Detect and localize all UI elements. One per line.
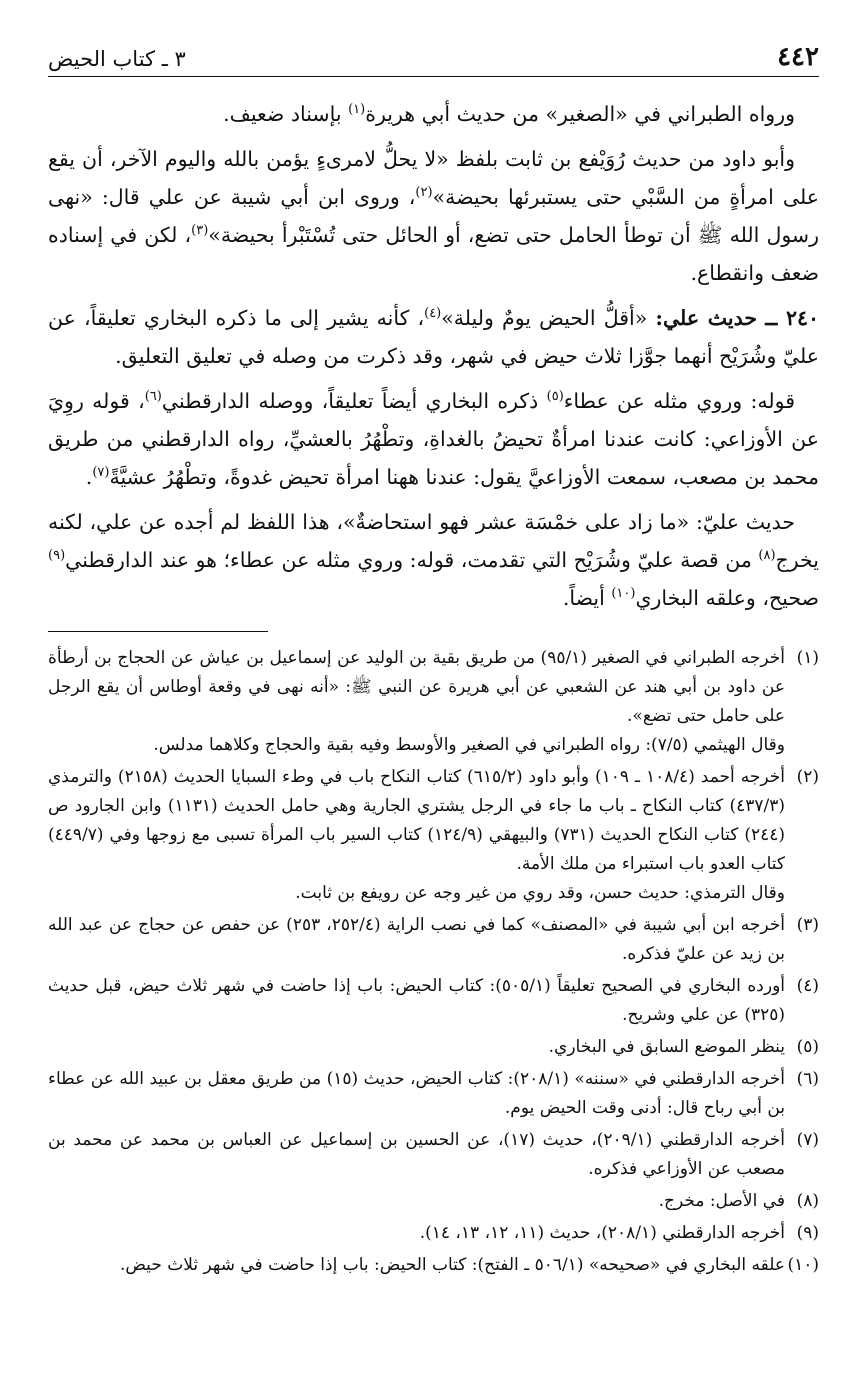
text-run: أيضاً. xyxy=(562,586,612,610)
footnote-ref-3: (٣) xyxy=(191,223,209,239)
text-run: بإسناد ضعيف. xyxy=(223,102,349,126)
text-run: من قصة عليّ وشُرَيْح التي تقدمت، قوله: وروي مثله عن عطاء؛ هو عند الدارقطني xyxy=(65,548,759,572)
footnote-ref-7: (٧) xyxy=(92,465,110,481)
footnotes xyxy=(48,644,819,1280)
footnote-text: ينظر الموضع السابق في البخاري. xyxy=(548,1037,785,1057)
footnote-number: (١٠) xyxy=(787,1255,819,1275)
paragraph-3-hadith-240 xyxy=(48,299,819,375)
footnote-number: (٦) xyxy=(796,1069,819,1089)
footnote xyxy=(48,1126,819,1184)
footnote xyxy=(48,972,819,1030)
footnote-number: (٥) xyxy=(796,1037,819,1057)
footnote xyxy=(48,1065,819,1123)
text-run: صحيح، وعلقه البخاري xyxy=(635,586,819,610)
footnote-text: علقه البخاري في «صحيحه» (٥٠٦/١ ـ الفتح): كتاب الحيض: باب إذا حاضت في شهر ثلاث حيض. xyxy=(119,1255,785,1275)
paragraph-1 xyxy=(48,95,819,133)
footnote-number: (٢) xyxy=(796,767,819,787)
footnote-extra: وقال الهيثمي (٧/٥): رواه الطبراني في الصغير والأوسط وفيه بقية والحجاج وكلاهما مدلس. xyxy=(153,735,785,755)
paragraph-5 xyxy=(48,503,819,617)
footnote-ref-1: (١) xyxy=(348,102,366,118)
footnote xyxy=(48,911,819,969)
footnote-text: في الأصل: مخرج. xyxy=(658,1191,785,1211)
footnote xyxy=(48,1251,819,1280)
text-run: ، لكن في إسناده ضعف وانقطاع. xyxy=(48,223,819,285)
footnote-text xyxy=(48,763,785,908)
main-text xyxy=(48,95,819,617)
text-run: «أقلُّ الحيض يومٌ وليلة» xyxy=(441,306,656,330)
footnote-body: أخرجه أحمد (١٠٨/٤ ـ ١٠٩) وأبو داود (٦١٥/٢) كتاب النكاح باب في وطء السبايا الحديث (٢١٥٨) والترمذي (٤٣٧/٣) كتاب النكاح ـ باب ما جاء في الرجل يشتري الجارية وهي حامل الحديث (١١٣١) وابن الجارود ص (٢٤٤) كتاب النكاح الحديث (٧٣١) والبيهقي (١٢٤/٩) كتاب السير باب المرأة تسبى مع زوجها وفي (٤٤٩/٧) كتاب العدو باب استبراء من ملك الأمة. xyxy=(48,767,785,874)
footnote-extra: وقال الترمذي: حديث حسن، وقد روي من غير وجه عن رويفع بن ثابت. xyxy=(295,883,785,903)
footnote xyxy=(48,763,819,908)
text-run: وأبو داود من حديث رُوَيْفع بن ثابت بلفظ «لا يحلُّ لامرىءٍ يؤمن بالله واليوم الآخر، أن يقع على امرأةٍ من السَّبْي حتى يستبرئها بحيضة» xyxy=(48,147,819,209)
footnote-ref-9: (٩) xyxy=(48,548,66,564)
footnote-ref-5: (٥) xyxy=(546,389,564,405)
text-run: ورواه الطبراني في «الصغير» من حديث أبي هريرة xyxy=(365,102,795,126)
footnote xyxy=(48,1033,819,1062)
hadith-number: ٢٤٠ ــ xyxy=(765,306,819,330)
page-number: ٤٤٢ xyxy=(777,42,819,72)
footnote-number: (٤) xyxy=(796,976,819,996)
footnote-number: (٩) xyxy=(796,1223,819,1243)
footnote-body: أخرجه الطبراني في الصغير (٩٥/١) من طريق بقية بن الوليد عن إسماعيل بن عياش عن الحجاج بن أرطأة عن داود بن أبي هند عن الشعبي عن أبي هريرة عن النبي ﷺ: «أنه نهى في وقعة أوطاس أن يقع الرجل على حامل حتى تضع». xyxy=(48,648,786,726)
text-run: قوله: وروي مثله عن عطاء xyxy=(563,389,796,413)
running-head xyxy=(48,44,819,77)
hadith-title: حديث علي: xyxy=(655,306,758,330)
footnote-text xyxy=(48,644,785,760)
footnote-ref-8: (٨) xyxy=(758,548,776,564)
chapter-title: ٣ ـ كتاب الحيض xyxy=(48,47,186,71)
footnote xyxy=(48,1219,819,1248)
footnote-ref-2: (٢) xyxy=(415,185,433,201)
footnote-text: أخرجه الدارقطني (٢٠٩/١)، حديث (١٧)، عن الحسين بن إسماعيل عن العباس بن محمد عن محمد بن مصعب عن الأوزاعي فذكره. xyxy=(48,1130,785,1179)
footnote-ref-4: (٤) xyxy=(424,306,442,322)
footnote xyxy=(48,1187,819,1216)
footnote-divider xyxy=(48,631,268,632)
text-run: ، وروى ابن أبي شيبة عن علي قال: «نهى رسول الله ﷺ أن توطأ الحامل حتى تضع، أو الحائل حتى تُسْتَبْرأ بحيضة» xyxy=(48,185,820,247)
footnote-number: (١) xyxy=(796,648,819,668)
footnote-number: (٧) xyxy=(796,1130,819,1150)
footnote-text: أورده البخاري في الصحيح تعليقاً (٥٠٥/١): كتاب الحيض: باب إذا حاضت في شهر ثلاث حيض، قبل حديث (٣٢٥) عن علي وشريح. xyxy=(48,976,785,1025)
paragraph-2 xyxy=(48,140,819,292)
footnote-text: أخرجه الدارقطني (٢٠٨/١)، حديث (١١، ١٢، ١٣، ١٤). xyxy=(419,1223,785,1243)
footnote-ref-6: (٦) xyxy=(144,389,162,405)
text-run: ، كأنه يشير إلى ما ذكره البخاري تعليقاً، عن عليّ وشُرَيْح أنهما جوَّزا ثلاث حيض في شهر، وقد ذكرت من وصله في تعليق التعليق. xyxy=(48,306,819,368)
footnote-number: (٣) xyxy=(796,915,819,935)
paragraph-4 xyxy=(48,382,819,496)
footnote-text: أخرجه ابن أبي شيبة في «المصنف» كما في نصب الراية (٢٥٢/٤، ٢٥٣) عن حفص عن حجاج عن عبد الله بن زيد عن عليّ فذكره. xyxy=(48,915,785,964)
footnote-text: أخرجه الدارقطني في «سننه» (٢٠٨/١): كتاب الحيض، حديث (١٥) من طريق معقل بن عبيد الله عن عطاء بن أبي رباح قال: أدنى وقت الحيض يوم. xyxy=(48,1069,785,1118)
footnote xyxy=(48,644,819,760)
text-run: حديث عليّ: «ما زاد على خمْسَة عشر فهو استحاضةٌ»، هذا اللفظ لم أجده عن علي، لكنه يخرج xyxy=(48,510,819,572)
text-run: ، قوله روِيَ عن الأوزاعي: كانت عندنا امرأةٌ تحيضُ بالغداةِ، وتطْهُرُ بالعشيِّ، رواه الدارقطني من طريق محمد بن مصعب، سمعت الأوزاعيَّ يقول: عندنا ههنا امرأة تحيض غدوةً، وتطْهُرُ عشيَّةً xyxy=(48,389,819,489)
text-run: . xyxy=(85,465,93,489)
text-run: ذكره البخاري أيضاً تعليقاً، ووصله الدارقطني xyxy=(161,389,547,413)
footnote-ref-10: (١٠) xyxy=(611,586,636,602)
footnote-number: (٨) xyxy=(796,1191,819,1211)
